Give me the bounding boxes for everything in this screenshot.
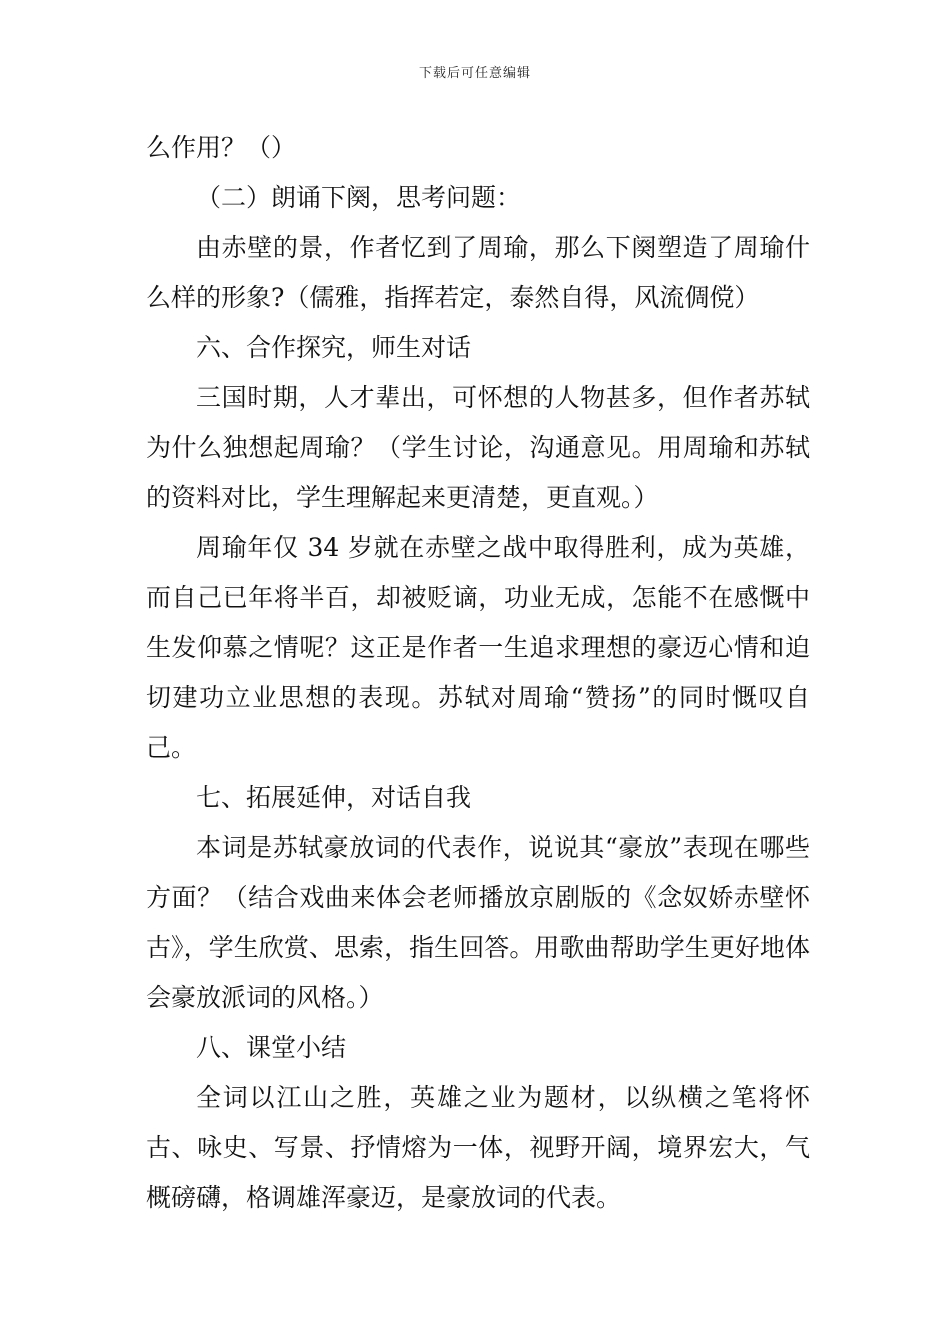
paragraph-zhou-yu-image: 由赤壁的景，作者忆到了周瑜，那么下阕塑造了周瑜什么样的形象?（儒雅，指挥若定，泰然自得，风流倜傥） [146, 233, 810, 312]
section-heading-seven: 七、拓展延伸，对话自我 [196, 783, 472, 812]
paragraph-zhou-yu-age: 周瑜年仅 34 岁就在赤壁之战中取得胜利，成为英雄，而自己已年将半百，却被贬谪，功业无成，怎能不在感慨中生发仰慕之情呢？这正是作者一生追求理想的豪迈心情和迫切建功立业思想的表现。苏轼对周瑜“赞扬”的同时慨叹自己。 [146, 533, 810, 762]
paragraph-question-lower-stanza: （二）朗诵下阕，思考问题： [196, 183, 522, 212]
page-header: 下载后可任意编辑 [418, 66, 531, 81]
section-heading-eight: 八、课堂小结 [196, 1033, 347, 1062]
paragraph-three-kingdoms: 三国时期，人才辈出，可怀想的人物甚多，但作者苏轼为什么独想起周瑜？（学生讨论，沟通意见。用周瑜和苏轼的资料对比，学生理解起来更清楚，更直观。） [146, 383, 810, 512]
section-heading-six: 六、合作探究，师生对话 [196, 333, 472, 362]
document-body [146, 123, 810, 1223]
paragraph-summary: 全词以江山之胜，英雄之业为题材，以纵横之笔将怀古、咏史、写景、抒情熔为一体，视野开阔，境界宏大，气概磅礴，格调雄浑豪迈，是豪放词的代表。 [146, 1083, 810, 1212]
paragraph-bold-style: 本词是苏轼豪放词的代表作，说说其“豪放”表现在哪些方面？（结合戏曲来体会老师播放京剧版的《念奴娇赤壁怀古》，学生欣赏、思索，指生回答。用歌曲帮助学生更好地体会豪放派词的风格。） [146, 833, 810, 1012]
paragraph-continuation: 么作用？（） [146, 133, 297, 162]
